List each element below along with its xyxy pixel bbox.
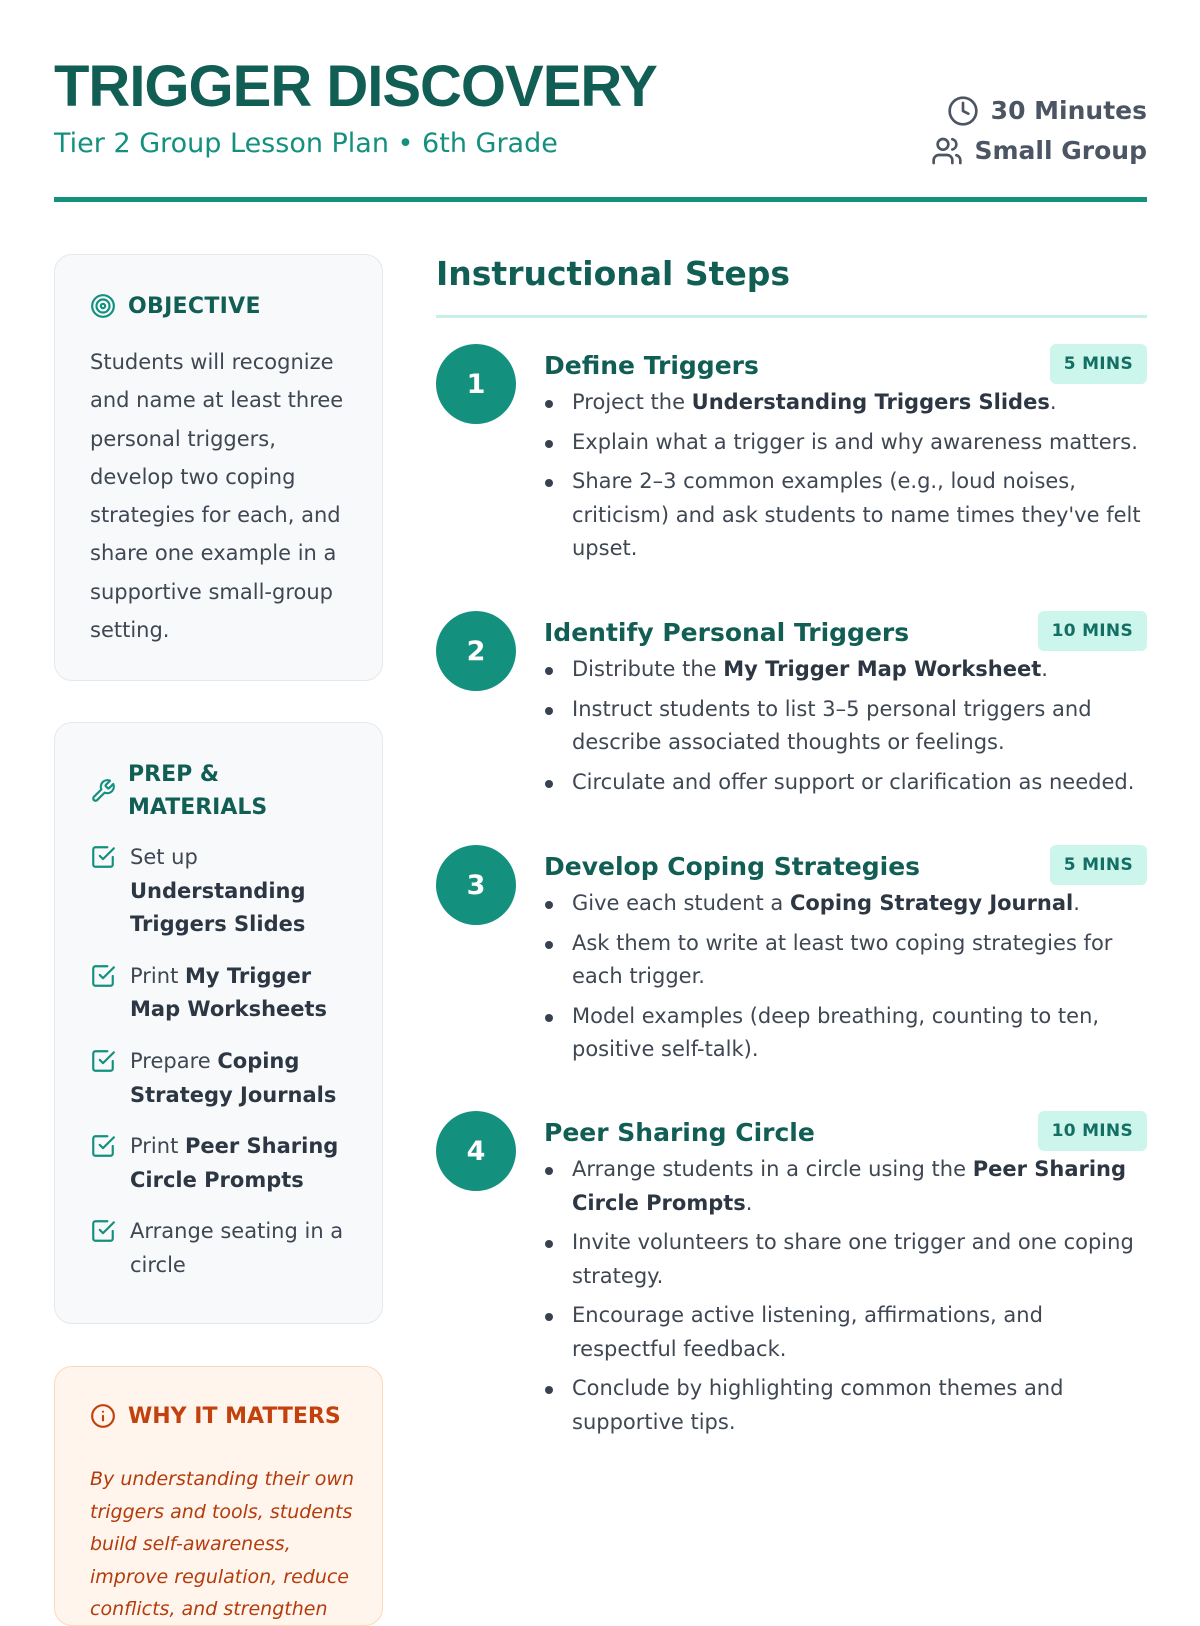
prep-item: [90, 1215, 360, 1282]
step-bullet: Explain what a trigger is and why awareness matters.: [544, 426, 1147, 460]
checkbox-icon: [90, 1133, 116, 1159]
step-bullet: Circulate and offer support or clarification as needed.: [544, 766, 1147, 800]
prep-heading-text: [128, 758, 267, 824]
page-subtitle: Tier 2 Group Lesson Plan • 6th Grade: [54, 128, 558, 159]
step-title: Define Triggers: [544, 351, 759, 380]
prep-heading-line1: PREP &: [128, 762, 220, 787]
duration-row: [931, 91, 1148, 131]
duration-badge: 5 MINS: [1050, 344, 1147, 384]
step-bullet: Project the Understanding Triggers Slides.: [544, 386, 1147, 420]
step-bullet: Encourage active listening, affirmations, and respectful feedback.: [544, 1299, 1147, 1366]
step-bullets: [544, 653, 1147, 805]
step-title: Develop Coping Strategies: [544, 852, 921, 881]
group-row: [931, 131, 1148, 171]
prep-item: [90, 960, 360, 1027]
prep-item: [90, 1130, 360, 1197]
step-number: 1: [436, 344, 516, 424]
step-bullet: Instruct students to list 3–5 personal triggers and describe associated thoughts or feelings.: [544, 693, 1147, 760]
checkbox-icon: [90, 963, 116, 989]
step-number: 4: [436, 1111, 516, 1191]
objective-heading-text: OBJECTIVE: [128, 293, 261, 319]
prep-item-text: Print My Trigger Map Worksheets: [130, 963, 328, 1022]
step-bullet: Give each student a Coping Strategy Journal.: [544, 887, 1147, 921]
prep-heading-line2: MATERIALS: [128, 795, 268, 820]
steps-title: Instructional Steps: [436, 254, 1147, 318]
duration-badge: 10 MINS: [1038, 611, 1147, 651]
step-number: 2: [436, 611, 516, 691]
info-icon: [90, 1403, 116, 1429]
step-bullets: [544, 386, 1147, 572]
page-header: [54, 56, 1147, 202]
duration-badge: 10 MINS: [1038, 1111, 1147, 1151]
prep-card: [54, 722, 383, 1324]
prep-item-text: Set up Understanding Triggers Slides: [130, 845, 306, 937]
wrench-icon: [90, 778, 116, 804]
users-icon: [931, 135, 963, 167]
why-card: [54, 1366, 383, 1626]
step-bullet: Arrange students in a circle using the Peer Sharing Circle Prompts.: [544, 1153, 1147, 1220]
step-bullet: Conclude by highlighting common themes and supportive tips.: [544, 1372, 1147, 1439]
objective-heading: [90, 293, 261, 319]
step-bullets: [544, 1153, 1147, 1445]
checkbox-icon: [90, 1048, 116, 1074]
objective-card: [54, 254, 383, 681]
prep-item-text: Print Peer Sharing Circle Prompts: [130, 1134, 339, 1192]
step-bullet: Ask them to write at least two coping strategies for each trigger.: [544, 927, 1147, 994]
objective-text: Students will recognize and name at least three personal triggers, develop two coping strategies for each, and share one example in a supportive small-group setting.: [90, 350, 344, 643]
duration-text: 30 Minutes: [990, 96, 1147, 125]
target-icon: [90, 293, 116, 319]
prep-heading: [90, 758, 267, 824]
prep-item: [90, 841, 360, 942]
step-bullet: Model examples (deep breathing, counting to ten, positive self-talk).: [544, 1000, 1147, 1067]
clock-icon: [947, 95, 979, 127]
checkbox-icon: [90, 1218, 116, 1244]
prep-item-text: Prepare Coping Strategy Journals: [130, 1048, 337, 1107]
lesson-meta: [931, 91, 1148, 171]
prep-list: [90, 841, 360, 1301]
checkbox-icon: [90, 844, 116, 870]
group-text: Small Group: [974, 136, 1147, 165]
step-bullets: [544, 887, 1147, 1073]
why-text: By understanding their own triggers and tools, students build self-awareness, improve regulation, reduce conflicts, and strengthen: [90, 1468, 354, 1620]
step-bullet: Invite volunteers to share one trigger and one coping strategy.: [544, 1226, 1147, 1293]
step-title: Peer Sharing Circle: [544, 1118, 815, 1147]
why-heading: [90, 1403, 341, 1429]
step-number: 3: [436, 845, 516, 925]
duration-badge: 5 MINS: [1050, 845, 1147, 885]
prep-item-text: Arrange seating in a circle: [130, 1219, 344, 1277]
why-heading-text: WHY IT MATTERS: [128, 1403, 341, 1429]
prep-item: [90, 1045, 360, 1112]
step-bullet: Share 2–3 common examples (e.g., loud noises, criticism) and ask students to name times they've felt upset.: [544, 465, 1147, 566]
page-title: TRIGGER DISCOVERY: [54, 54, 657, 119]
step-title: Identify Personal Triggers: [544, 618, 910, 647]
step-bullet: Distribute the My Trigger Map Worksheet.: [544, 653, 1147, 687]
